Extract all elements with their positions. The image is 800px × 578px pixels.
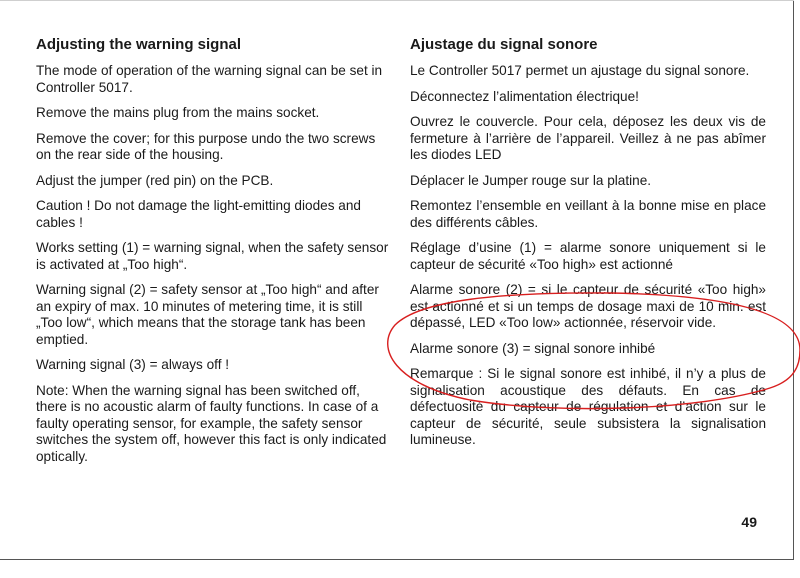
english-paragraph-3: Remove the cover; for this purpose undo the two screws on the rear side of the housing. [36,130,376,162]
english-paragraph-8: Warning signal (3) = always off ! [36,357,230,372]
french-paragraph-5: Remontez l’ensemble en veillant à la bonne mise en place des différents câbles. [410,198,766,230]
french-paragraph-2: Déconnectez l’alimentation électrique! [410,88,639,104]
french-paragraph-4: Déplacer le Jumper rouge sur la platine. [410,172,652,188]
english-paragraph-6: Works setting (1) = warning signal, when the safety sensor is activated at „Too high“. [36,240,389,272]
english-paragraph-1: The mode of operation of the warning signal can be set in Controller 5017. [36,63,383,95]
english-paragraph-9: Note: When the warning signal has been switched off, there is no acoustic alarm of faulty functions. In case of a faulty operating sensor, for example, the safety sensor switches the system off, however this fact is only indicated optically. [36,382,387,464]
english-paragraph-2: Remove the mains plug from the mains socket. [36,105,320,120]
french-paragraph-7: Alarme sonore (2) = si le capteur de sécurité «Too high» est actionné et si un temps de dosage maxi de 10 min. est dépassé, LED «Too low» actionnée, réservoir vide. [410,282,766,330]
french-paragraph-6: Réglage d’usine (1) = alarme sonore uniquement si le capteur de sécurité «Too high» est actionné [410,240,766,272]
french-paragraph-9: Remarque : Si le signal sonore est inhibé, il n’y a plus de signalisation acoustique des défauts. En cas de défectuosité du capteur de régulation et d’action sur le capteur de sécurité, seule subsistera la signalisation lumineuse. [410,366,766,447]
french-heading: Ajustage du signal sonore [410,36,598,53]
english-column [36,36,392,474]
french-column [410,36,766,458]
english-paragraph-5: Caution ! Do not damage the light-emitting diodes and cables ! [36,198,361,230]
english-paragraph-4: Adjust the jumper (red pin) on the PCB. [36,172,274,188]
english-heading: Adjusting the warning signal [36,36,242,53]
french-paragraph-1: Le Controller 5017 permet un ajustage du signal sonore. [410,63,750,78]
page-number: 49 [741,514,757,530]
french-paragraph-3: Ouvrez le couvercle. Pour cela, déposez les deux vis de fermeture à l’arrière de l’appareil. Veillez à ne pas abîmer les diodes LED [410,114,766,162]
english-paragraph-7: Warning signal (2) = safety sensor at „Too high“ and after an expiry of max. 10 minutes of metering time, it is still „Too low“, which means that the storage tank has been emptied. [36,282,379,347]
french-paragraph-8: Alarme sonore (3) = signal sonore inhibé [410,340,656,356]
top-edge-line [0,0,794,1]
